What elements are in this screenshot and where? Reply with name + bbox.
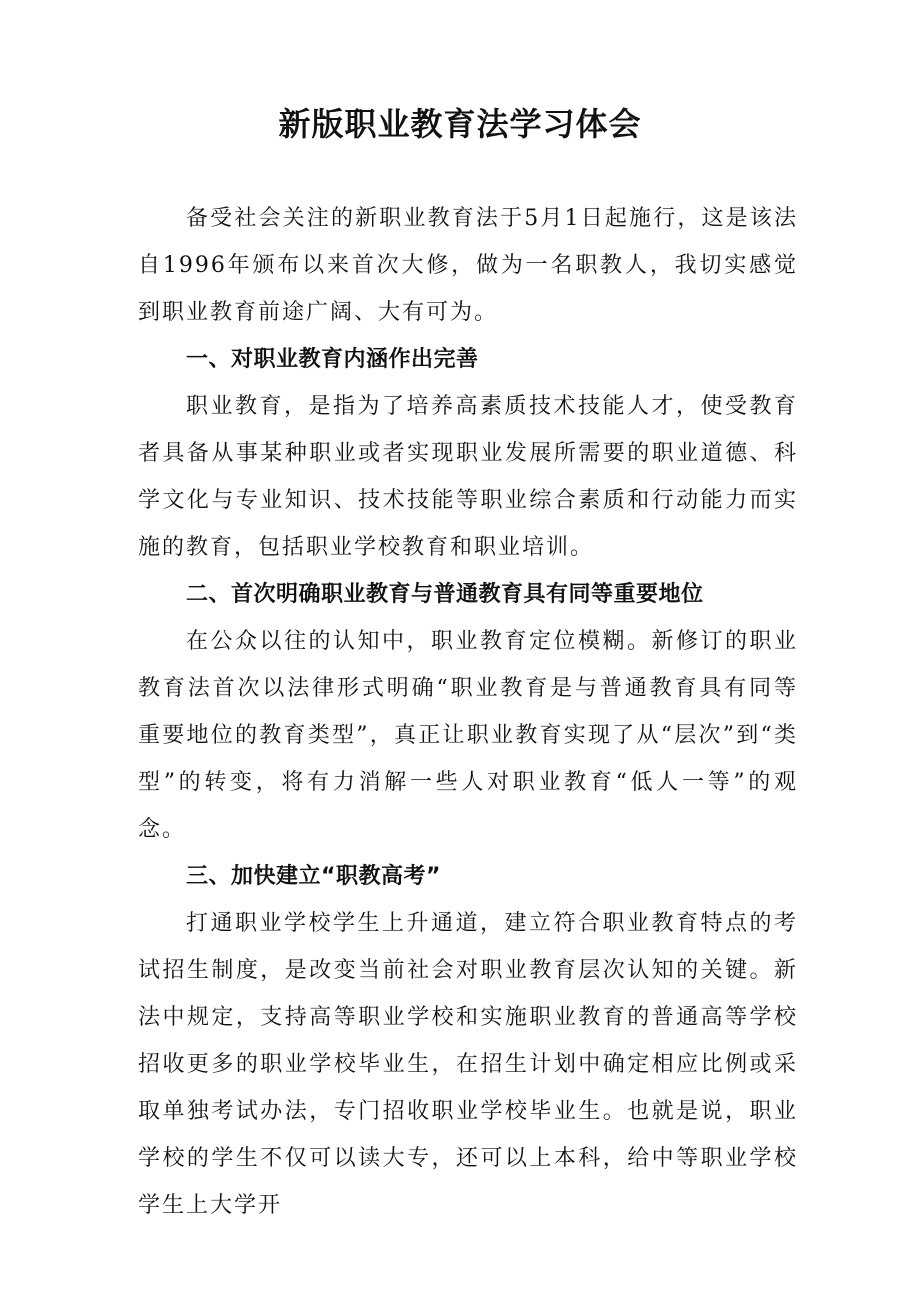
section-1-heading: 一、对职业教育内涵作出完善 bbox=[186, 347, 479, 372]
section-3-paragraph: 打通职业学校学生上升通道，建立符合职业教育特点的考试招生制度，是改变当前社会对职业教育层次认知的关键。新法中规定，支持高等职业学校和实施职业教育的普通高等学校招收更多的职业学校毕业生，在招生计划中确定相应比例或采取单独考试办法，专门招收职业学校毕业生。也就是说，职业学校的学生不仅可以读大专，还可以上本科，给中等职业学校学生上大学开 bbox=[138, 911, 798, 1218]
intro-paragraph: 备受社会关注的新职业教育法于5月1日起施行，这是该法自1996年颁布以来首次大修，做为一名职教人，我切实感觉到职业教育前途广阔、大有可为。 bbox=[138, 206, 798, 325]
document-title: 新版职业教育法学习体会 bbox=[278, 105, 642, 143]
section-3-heading: 三、加快建立“职教高考” bbox=[186, 864, 441, 889]
document-body bbox=[138, 195, 798, 1229]
section-2-paragraph: 在公众以往的认知中，职业教育定位模糊。新修订的职业教育法首次以法律形式明确“职业教育是与普通教育具有同等重要地位的教育类型”，真正让职业教育实现了从“层次”到“类型”的转变，将有力消解一些人对职业教育“低人一等”的观念。 bbox=[138, 629, 798, 842]
section-2-heading: 二、首次明确职业教育与普通教育具有同等重要地位 bbox=[186, 582, 704, 607]
section-1-paragraph: 职业教育，是指为了培养高素质技术技能人才，使受教育者具备从事某种职业或者实现职业发展所需要的职业道德、科学文化与专业知识、技术技能等职业综合素质和行动能力而实施的教育，包括职业学校教育和职业培训。 bbox=[138, 394, 798, 560]
